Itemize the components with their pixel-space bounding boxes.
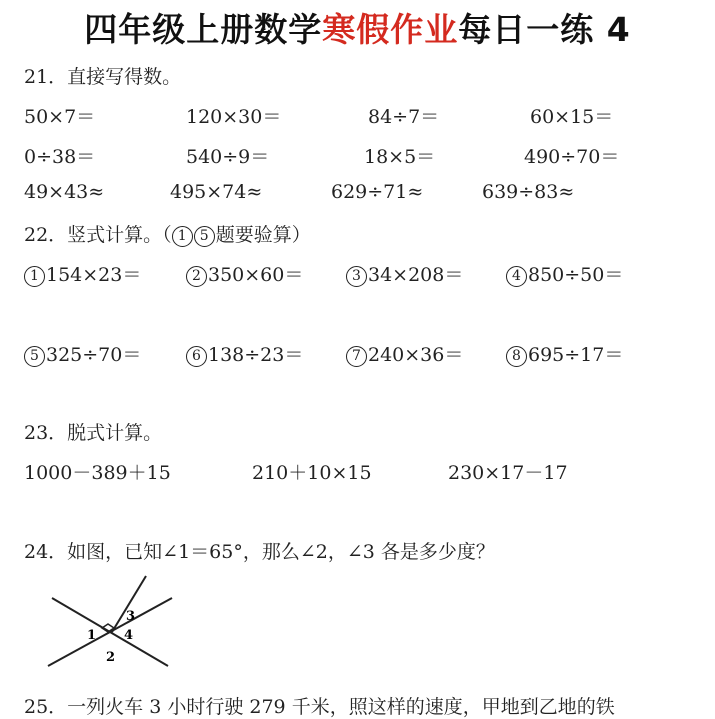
title-highlight: 寒假作业 [322,10,459,49]
q23-expression: 1000－389＋15 [24,462,171,484]
q21-item: 540÷9＝ [186,146,270,168]
q21-item: 0÷38＝ [24,146,96,168]
angle-label: 2 [106,650,116,665]
q22-expression: 350×60＝ [208,264,304,286]
q21-item: 49×43≈ [24,181,105,203]
q21-item: 50×7＝ [24,106,96,128]
q23-expression: 210＋10×15 [252,462,372,484]
q21-item: 490÷70＝ [524,146,620,168]
angle-figure [40,568,180,668]
q22-item [506,260,623,287]
q22-item [186,260,303,287]
q21-item: 18×5＝ [364,146,436,168]
q21-item: 60×15＝ [530,106,614,128]
circled-number: 8 [506,346,527,367]
title-part-1: 四年级上册数学 [84,10,323,49]
q21-item: 639÷83≈ [482,181,575,203]
q23-heading: 23．脱式计算。 [24,422,163,444]
q25-partial-text: 25．一列火车 3 小时行驶 279 千米，照这样的速度，甲地到乙地的铁 [24,696,615,718]
q22-expression: 325÷70＝ [46,344,142,366]
q24-heading: 24．如图，已知∠1＝65°，那么∠2，∠3 各是多少度？ [24,541,495,563]
q22-expression: 695÷17＝ [528,344,624,366]
circled-number: 5 [194,226,215,247]
q22-item [186,340,303,367]
circled-number: 1 [24,266,45,287]
circled-number: 6 [186,346,207,367]
q21-item: 495×74≈ [170,181,263,203]
q21-item: 120×30＝ [186,106,282,128]
q22-item [346,260,463,287]
angle-label: 3 [126,609,136,624]
q21-heading: 21．直接写得数。 [24,66,182,88]
q21-item: 629÷71≈ [331,181,424,203]
angle-label: 4 [124,628,134,643]
q22-expression: 850÷50＝ [528,264,624,286]
page-title [0,4,715,51]
q22-expression: 138÷23＝ [208,344,304,366]
q22-heading-text: 22．竖式计算。（ [24,224,172,246]
q22-expression: 240×36＝ [368,344,464,366]
q22-expression: 34×208＝ [368,264,464,286]
q21-item: 84÷7＝ [368,106,440,128]
title-part-3: 每日一练 4 [458,10,631,49]
q23-expression: 230×17－17 [448,462,568,484]
circled-number: 7 [346,346,367,367]
q22-heading-text: 题要验算） [215,224,311,246]
q22-item [24,340,141,367]
q22-item [346,340,463,367]
circled-number: 3 [346,266,367,287]
circled-number: 5 [24,346,45,367]
circled-number: 2 [186,266,207,287]
circled-number: 1 [172,226,193,247]
angle-label: 1 [87,628,97,643]
circled-number: 4 [506,266,527,287]
q22-heading [24,220,311,247]
q22-expression: 154×23＝ [46,264,142,286]
q22-item [506,340,623,367]
q22-item [24,260,141,287]
